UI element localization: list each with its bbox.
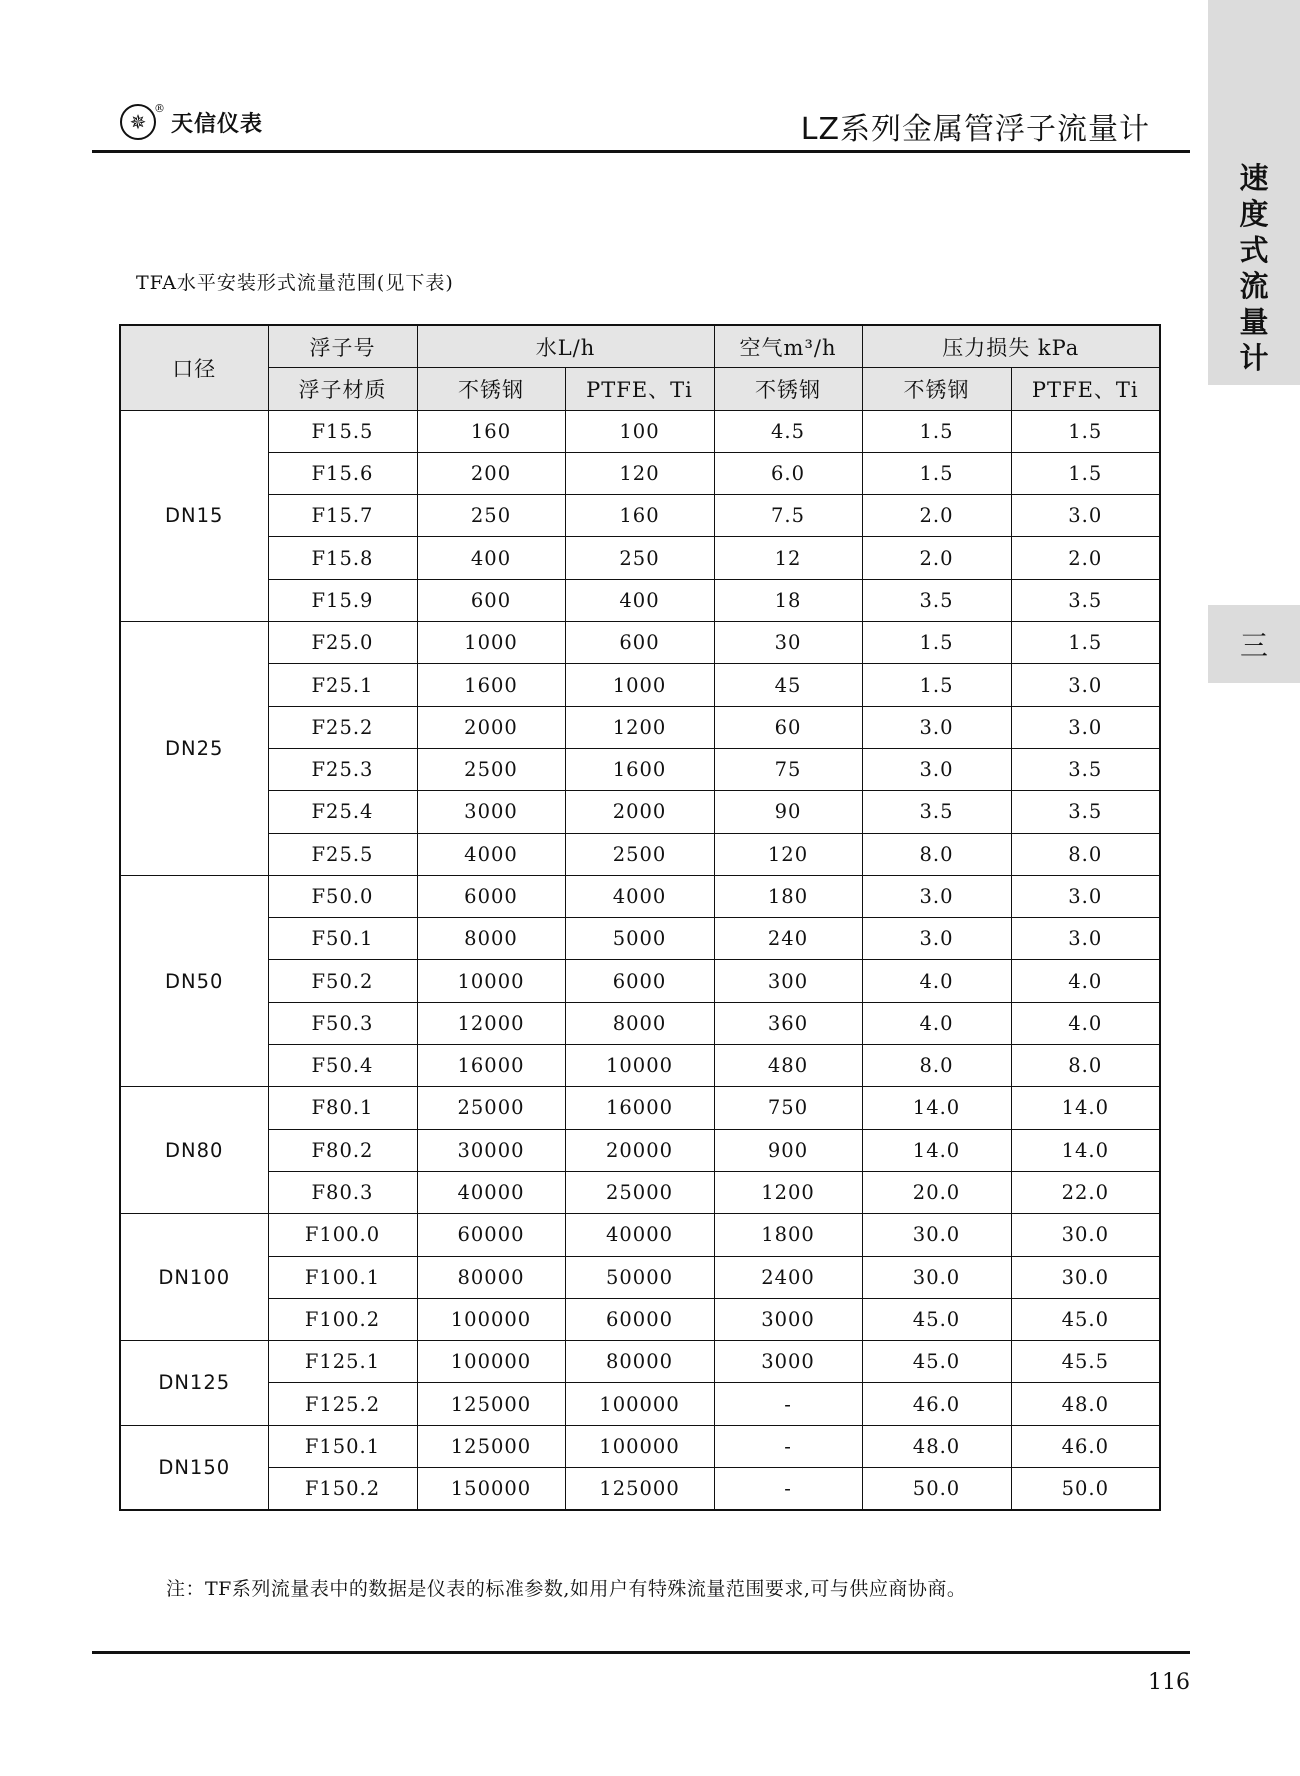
loss-ptfe-cell: 30.0: [1011, 1214, 1160, 1256]
loss-ptfe-cell: 1.5: [1011, 410, 1160, 452]
table-row: [120, 1383, 1160, 1425]
water-stainless-cell: 2500: [417, 748, 565, 790]
table-row: [120, 1129, 1160, 1171]
water-ptfe-cell: 2000: [565, 791, 714, 833]
air-flow-cell: 900: [714, 1129, 862, 1171]
table-row: [120, 579, 1160, 621]
section-title-char: 式: [1239, 233, 1269, 267]
air-flow-cell: 300: [714, 960, 862, 1002]
float-number-cell: F15.9: [268, 579, 417, 621]
water-stainless-cell: 250: [417, 495, 565, 537]
table-row: [120, 960, 1160, 1002]
loss-stainless-cell: 8.0: [862, 1045, 1011, 1087]
float-number-cell: F150.2: [268, 1468, 417, 1511]
float-number-cell: F15.6: [268, 452, 417, 494]
water-stainless-cell: 16000: [417, 1045, 565, 1087]
water-ptfe-cell: 4000: [565, 875, 714, 917]
diameter-cell: DN80: [120, 1087, 268, 1214]
header-loss-stainless: 不锈钢: [862, 368, 1011, 410]
header-loss-ptfe: PTFE、Ti: [1011, 368, 1160, 410]
air-flow-cell: 1800: [714, 1214, 862, 1256]
air-flow-cell: 12: [714, 537, 862, 579]
document-title: LZ系列金属管浮子流量计: [800, 112, 1150, 147]
air-flow-cell: 4.5: [714, 410, 862, 452]
water-stainless-cell: 3000: [417, 791, 565, 833]
float-number-cell: F100.1: [268, 1256, 417, 1298]
float-number-cell: F80.2: [268, 1129, 417, 1171]
loss-stainless-cell: 14.0: [862, 1129, 1011, 1171]
water-ptfe-cell: 40000: [565, 1214, 714, 1256]
air-flow-cell: 3000: [714, 1298, 862, 1340]
table-row: [120, 875, 1160, 917]
table-row: [120, 1468, 1160, 1511]
water-ptfe-cell: 2500: [565, 833, 714, 875]
water-ptfe-cell: 60000: [565, 1298, 714, 1340]
loss-stainless-cell: 1.5: [862, 622, 1011, 664]
logo-emblem-icon: ✵: [120, 104, 156, 140]
loss-stainless-cell: 3.5: [862, 791, 1011, 833]
water-stainless-cell: 2000: [417, 706, 565, 748]
table-row: [120, 1256, 1160, 1298]
air-flow-cell: 75: [714, 748, 862, 790]
header-divider: [92, 150, 1190, 153]
loss-stainless-cell: 4.0: [862, 960, 1011, 1002]
water-ptfe-cell: 100: [565, 410, 714, 452]
section-title-vertical: [1208, 160, 1300, 376]
loss-ptfe-cell: 4.0: [1011, 1002, 1160, 1044]
diameter-cell: DN15: [120, 410, 268, 621]
air-flow-cell: 45: [714, 664, 862, 706]
loss-stainless-cell: 4.0: [862, 1002, 1011, 1044]
float-number-cell: F100.2: [268, 1298, 417, 1340]
air-flow-cell: 6.0: [714, 452, 862, 494]
air-flow-cell: 18: [714, 579, 862, 621]
float-number-cell: F80.3: [268, 1171, 417, 1213]
chapter-tab: 三: [1208, 605, 1300, 683]
water-ptfe-cell: 5000: [565, 918, 714, 960]
loss-stainless-cell: 20.0: [862, 1171, 1011, 1213]
table-row: [120, 622, 1160, 664]
loss-stainless-cell: 14.0: [862, 1087, 1011, 1129]
table-row: [120, 1425, 1160, 1467]
float-number-cell: F25.0: [268, 622, 417, 664]
water-stainless-cell: 6000: [417, 875, 565, 917]
loss-ptfe-cell: 8.0: [1011, 1045, 1160, 1087]
diameter-cell: DN150: [120, 1425, 268, 1510]
water-ptfe-cell: 80000: [565, 1341, 714, 1383]
loss-stainless-cell: 3.0: [862, 875, 1011, 917]
water-stainless-cell: 80000: [417, 1256, 565, 1298]
air-flow-cell: 3000: [714, 1341, 862, 1383]
table-row: [120, 452, 1160, 494]
water-ptfe-cell: 16000: [565, 1087, 714, 1129]
loss-ptfe-cell: 3.0: [1011, 495, 1160, 537]
header-air-stainless: 不锈钢: [714, 368, 862, 410]
loss-ptfe-cell: 3.0: [1011, 875, 1160, 917]
float-number-cell: F150.1: [268, 1425, 417, 1467]
float-number-cell: F50.1: [268, 918, 417, 960]
water-stainless-cell: 10000: [417, 960, 565, 1002]
float-number-cell: F25.1: [268, 664, 417, 706]
float-number-cell: F15.5: [268, 410, 417, 452]
loss-ptfe-cell: 30.0: [1011, 1256, 1160, 1298]
table-body: [120, 410, 1160, 1510]
diameter-cell: DN25: [120, 622, 268, 876]
loss-ptfe-cell: 3.0: [1011, 664, 1160, 706]
loss-ptfe-cell: 45.0: [1011, 1298, 1160, 1340]
loss-ptfe-cell: 14.0: [1011, 1087, 1160, 1129]
water-stainless-cell: 12000: [417, 1002, 565, 1044]
loss-stainless-cell: 2.0: [862, 495, 1011, 537]
loss-stainless-cell: 1.5: [862, 664, 1011, 706]
water-stainless-cell: 4000: [417, 833, 565, 875]
air-flow-cell: 180: [714, 875, 862, 917]
air-flow-cell: 360: [714, 1002, 862, 1044]
table-row: [120, 495, 1160, 537]
air-flow-cell: -: [714, 1468, 862, 1511]
air-flow-cell: 480: [714, 1045, 862, 1087]
loss-ptfe-cell: 3.5: [1011, 791, 1160, 833]
flow-range-table: [119, 324, 1161, 1511]
air-flow-cell: 750: [714, 1087, 862, 1129]
float-number-cell: F25.2: [268, 706, 417, 748]
loss-ptfe-cell: 46.0: [1011, 1425, 1160, 1467]
loss-ptfe-cell: 48.0: [1011, 1383, 1160, 1425]
header-water-stainless: 不锈钢: [417, 368, 565, 410]
loss-ptfe-cell: 1.5: [1011, 452, 1160, 494]
table-row: [120, 1171, 1160, 1213]
header-water: 水L/h: [417, 325, 714, 368]
float-number-cell: F50.2: [268, 960, 417, 1002]
table-row: [120, 410, 1160, 452]
water-ptfe-cell: 1200: [565, 706, 714, 748]
loss-ptfe-cell: 45.5: [1011, 1341, 1160, 1383]
header-air: 空气m³/h: [714, 325, 862, 368]
diameter-cell: DN100: [120, 1214, 268, 1341]
water-ptfe-cell: 160: [565, 495, 714, 537]
float-number-cell: F25.4: [268, 791, 417, 833]
header-diameter: 口径: [120, 325, 268, 410]
float-number-cell: F25.3: [268, 748, 417, 790]
water-ptfe-cell: 1600: [565, 748, 714, 790]
air-flow-cell: 60: [714, 706, 862, 748]
loss-stainless-cell: 2.0: [862, 537, 1011, 579]
float-number-cell: F125.1: [268, 1341, 417, 1383]
water-stainless-cell: 125000: [417, 1425, 565, 1467]
air-flow-cell: 7.5: [714, 495, 862, 537]
water-stainless-cell: 150000: [417, 1468, 565, 1511]
table-row: [120, 1002, 1160, 1044]
diameter-cell: DN125: [120, 1341, 268, 1426]
water-ptfe-cell: 8000: [565, 1002, 714, 1044]
loss-stainless-cell: 30.0: [862, 1256, 1011, 1298]
air-flow-cell: 1200: [714, 1171, 862, 1213]
loss-stainless-cell: 3.0: [862, 918, 1011, 960]
water-stainless-cell: 40000: [417, 1171, 565, 1213]
water-ptfe-cell: 20000: [565, 1129, 714, 1171]
water-ptfe-cell: 250: [565, 537, 714, 579]
section-side-tab: [1208, 0, 1300, 385]
float-number-cell: F15.8: [268, 537, 417, 579]
water-stainless-cell: 25000: [417, 1087, 565, 1129]
loss-stainless-cell: 50.0: [862, 1468, 1011, 1511]
water-stainless-cell: 160: [417, 410, 565, 452]
loss-stainless-cell: 3.0: [862, 748, 1011, 790]
table-row: [120, 1045, 1160, 1087]
loss-ptfe-cell: 22.0: [1011, 1171, 1160, 1213]
water-stainless-cell: 1600: [417, 664, 565, 706]
brand-name: 天信仪表: [171, 110, 264, 137]
table-row: [120, 537, 1160, 579]
water-stainless-cell: 400: [417, 537, 565, 579]
loss-ptfe-cell: 8.0: [1011, 833, 1160, 875]
water-ptfe-cell: 125000: [565, 1468, 714, 1511]
loss-stainless-cell: 30.0: [862, 1214, 1011, 1256]
loss-ptfe-cell: 14.0: [1011, 1129, 1160, 1171]
loss-stainless-cell: 48.0: [862, 1425, 1011, 1467]
loss-ptfe-cell: 4.0: [1011, 960, 1160, 1002]
table-row: [120, 664, 1160, 706]
water-ptfe-cell: 100000: [565, 1425, 714, 1467]
water-stainless-cell: 30000: [417, 1129, 565, 1171]
header-float-material: 浮子材质: [268, 368, 417, 410]
section-title-char: 计: [1239, 341, 1269, 375]
loss-ptfe-cell: 1.5: [1011, 622, 1160, 664]
table-row: [120, 748, 1160, 790]
loss-ptfe-cell: 3.0: [1011, 706, 1160, 748]
water-ptfe-cell: 1000: [565, 664, 714, 706]
loss-stainless-cell: 3.0: [862, 706, 1011, 748]
table-row: [120, 918, 1160, 960]
water-stainless-cell: 8000: [417, 918, 565, 960]
air-flow-cell: 90: [714, 791, 862, 833]
air-flow-cell: 30: [714, 622, 862, 664]
loss-ptfe-cell: 50.0: [1011, 1468, 1160, 1511]
table-header: [120, 325, 1160, 410]
float-number-cell: F50.0: [268, 875, 417, 917]
table-row: [120, 1341, 1160, 1383]
water-ptfe-cell: 400: [565, 579, 714, 621]
loss-stainless-cell: 45.0: [862, 1341, 1011, 1383]
table-row: [120, 833, 1160, 875]
float-number-cell: F50.3: [268, 1002, 417, 1044]
water-stainless-cell: 125000: [417, 1383, 565, 1425]
loss-ptfe-cell: 3.5: [1011, 748, 1160, 790]
loss-stainless-cell: 45.0: [862, 1298, 1011, 1340]
air-flow-cell: 2400: [714, 1256, 862, 1298]
water-stainless-cell: 1000: [417, 622, 565, 664]
loss-ptfe-cell: 3.0: [1011, 918, 1160, 960]
water-ptfe-cell: 100000: [565, 1383, 714, 1425]
table-row: [120, 1214, 1160, 1256]
header-pressure-loss: 压力损失 kPa: [862, 325, 1160, 368]
water-ptfe-cell: 6000: [565, 960, 714, 1002]
float-number-cell: F25.5: [268, 833, 417, 875]
table-row: [120, 706, 1160, 748]
water-ptfe-cell: 10000: [565, 1045, 714, 1087]
diameter-cell: DN50: [120, 875, 268, 1086]
water-stainless-cell: 600: [417, 579, 565, 621]
loss-stainless-cell: 3.5: [862, 579, 1011, 621]
loss-stainless-cell: 1.5: [862, 452, 1011, 494]
registered-mark: ®: [154, 101, 165, 115]
footer-divider: [92, 1651, 1190, 1654]
water-ptfe-cell: 50000: [565, 1256, 714, 1298]
float-number-cell: F15.7: [268, 495, 417, 537]
section-title-char: 度: [1239, 197, 1269, 231]
air-flow-cell: 120: [714, 833, 862, 875]
footnote: 注：TF系列流量表中的数据是仪表的标准参数,如用户有特殊流量范围要求,可与供应商协商。: [166, 1578, 967, 1600]
loss-stainless-cell: 8.0: [862, 833, 1011, 875]
water-stainless-cell: 200: [417, 452, 565, 494]
header-water-ptfe: PTFE、Ti: [565, 368, 714, 410]
page-number: 116: [1148, 1670, 1190, 1695]
loss-ptfe-cell: 2.0: [1011, 537, 1160, 579]
brand-logo: [120, 101, 264, 140]
air-flow-cell: 240: [714, 918, 862, 960]
table-row: [120, 791, 1160, 833]
float-number-cell: F50.4: [268, 1045, 417, 1087]
float-number-cell: F125.2: [268, 1383, 417, 1425]
water-ptfe-cell: 120: [565, 452, 714, 494]
water-stainless-cell: 100000: [417, 1341, 565, 1383]
loss-ptfe-cell: 3.5: [1011, 579, 1160, 621]
float-number-cell: F100.0: [268, 1214, 417, 1256]
float-number-cell: F80.1: [268, 1087, 417, 1129]
section-title-char: 量: [1239, 305, 1269, 339]
water-stainless-cell: 60000: [417, 1214, 565, 1256]
table-row: [120, 1298, 1160, 1340]
loss-stainless-cell: 46.0: [862, 1383, 1011, 1425]
water-ptfe-cell: 600: [565, 622, 714, 664]
header-float-no: 浮子号: [268, 325, 417, 368]
loss-stainless-cell: 1.5: [862, 410, 1011, 452]
water-stainless-cell: 100000: [417, 1298, 565, 1340]
section-title-char: 速: [1239, 161, 1269, 195]
section-title-char: 流: [1239, 269, 1269, 303]
water-ptfe-cell: 25000: [565, 1171, 714, 1213]
table-row: [120, 1087, 1160, 1129]
air-flow-cell: -: [714, 1383, 862, 1425]
table-caption: TFA水平安装形式流量范围(见下表): [136, 272, 454, 294]
air-flow-cell: -: [714, 1425, 862, 1467]
